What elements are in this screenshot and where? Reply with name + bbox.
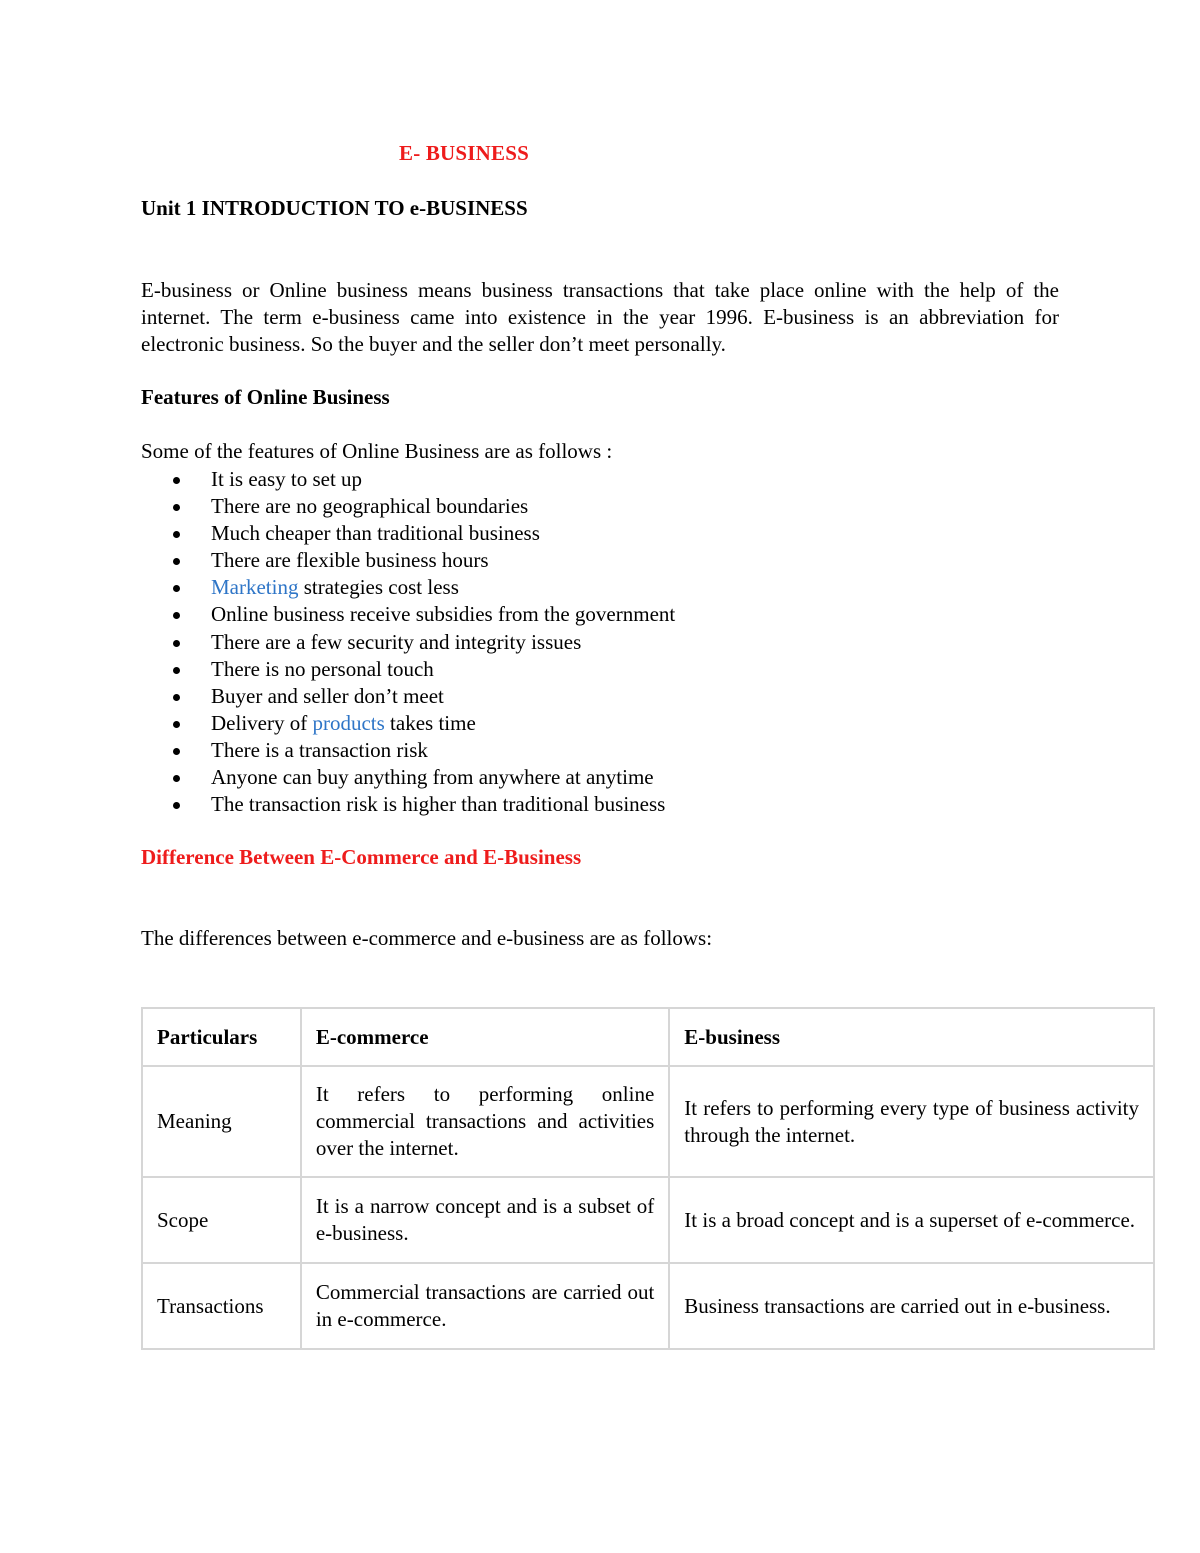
list-item-text: strategies cost less — [298, 575, 459, 600]
table-cell: Scope — [142, 1177, 301, 1263]
list-item-text: Online business receive subsidies from the government — [211, 602, 676, 627]
list-item — [141, 737, 675, 764]
bullet-icon — [173, 694, 180, 701]
bullet-icon — [173, 802, 180, 809]
list-item — [141, 547, 675, 574]
list-item-text: Buyer and seller don’t meet — [211, 683, 444, 708]
bullet-icon — [173, 477, 180, 484]
list-item-text: There are no geographical boundaries — [211, 494, 529, 519]
list-item-text: There are a few security and integrity issues — [211, 629, 582, 654]
bullet-icon — [173, 748, 180, 755]
list-item — [141, 764, 675, 791]
document-title: E- BUSINESS — [399, 141, 530, 165]
table-header-cell: E-commerce — [301, 1008, 669, 1066]
products-link[interactable]: products — [312, 710, 385, 735]
list-item-text: Much cheaper than traditional business — [211, 521, 540, 546]
list-item-text: There is no personal touch — [211, 656, 434, 681]
bullet-icon — [173, 721, 180, 728]
table-cell: It refers to performing every type of business activity through the internet. — [669, 1066, 1154, 1177]
table-cell: Transactions — [142, 1263, 301, 1349]
table-header-row — [142, 1008, 1154, 1066]
table-cell: Business transactions are carried out in e-business. — [669, 1263, 1154, 1349]
list-item — [141, 710, 675, 737]
list-item-text: There is a transaction risk — [211, 737, 428, 762]
bullet-icon — [173, 667, 180, 674]
list-item-text: It is easy to set up — [211, 467, 363, 491]
intro-paragraph: E-business or Online business means business transactions that take place online with the help of the internet. The term e-business came into existence in the year 1996. E-business is an abbreviation for electronic business. So the buyer and the seller don’t meet personally. — [141, 278, 1059, 356]
list-item-text: Delivery of — [211, 710, 313, 735]
list-item — [141, 520, 675, 547]
list-item-text: The transaction risk is higher than traditional business — [211, 792, 666, 817]
comparison-table — [141, 1007, 1155, 1350]
table-cell: It is a broad concept and is a superset of e-commerce. — [669, 1177, 1154, 1263]
bullet-icon — [173, 775, 180, 782]
list-item-text: There are flexible business hours — [211, 548, 489, 573]
table-row — [142, 1177, 1154, 1263]
difference-heading: Difference Between E-Commerce and E-Business — [141, 845, 582, 869]
list-item — [141, 574, 675, 601]
table-row — [142, 1263, 1154, 1349]
list-item-text: takes time — [384, 710, 476, 735]
features-intro: Some of the features of Online Business are as follows : — [141, 439, 613, 463]
list-item — [141, 493, 675, 520]
table-header-cell: E-business — [669, 1008, 1154, 1066]
bullet-icon — [173, 585, 180, 592]
list-item — [141, 683, 675, 710]
table-cell: Commercial transactions are carried out in e-commerce. — [301, 1263, 669, 1349]
list-item — [141, 466, 675, 493]
list-item-text: Anyone can buy anything from anywhere at anytime — [211, 765, 654, 790]
list-item — [141, 601, 675, 628]
bullet-icon — [173, 504, 180, 511]
bullet-icon — [173, 640, 180, 647]
table-cell: Meaning — [142, 1066, 301, 1177]
bullet-icon — [173, 612, 180, 619]
list-item — [141, 656, 675, 683]
unit-title: Unit 1 INTRODUCTION TO e-BUSINESS — [141, 196, 528, 220]
bullet-icon — [173, 558, 180, 565]
marketing-link[interactable]: Marketing — [211, 575, 299, 600]
table-row — [142, 1066, 1154, 1177]
difference-intro: The differences between e-commerce and e-business are as follows: — [141, 926, 713, 950]
features-heading: Features of Online Business — [141, 385, 390, 409]
table-header-cell: Particulars — [142, 1008, 301, 1066]
table-cell: It refers to performing online commercial transactions and activities over the internet. — [301, 1066, 669, 1177]
table-cell: It is a narrow concept and is a subset of e-business. — [301, 1177, 669, 1263]
features-list — [141, 466, 675, 818]
bullet-icon — [173, 531, 180, 538]
list-item — [141, 629, 675, 656]
list-item — [141, 791, 675, 818]
